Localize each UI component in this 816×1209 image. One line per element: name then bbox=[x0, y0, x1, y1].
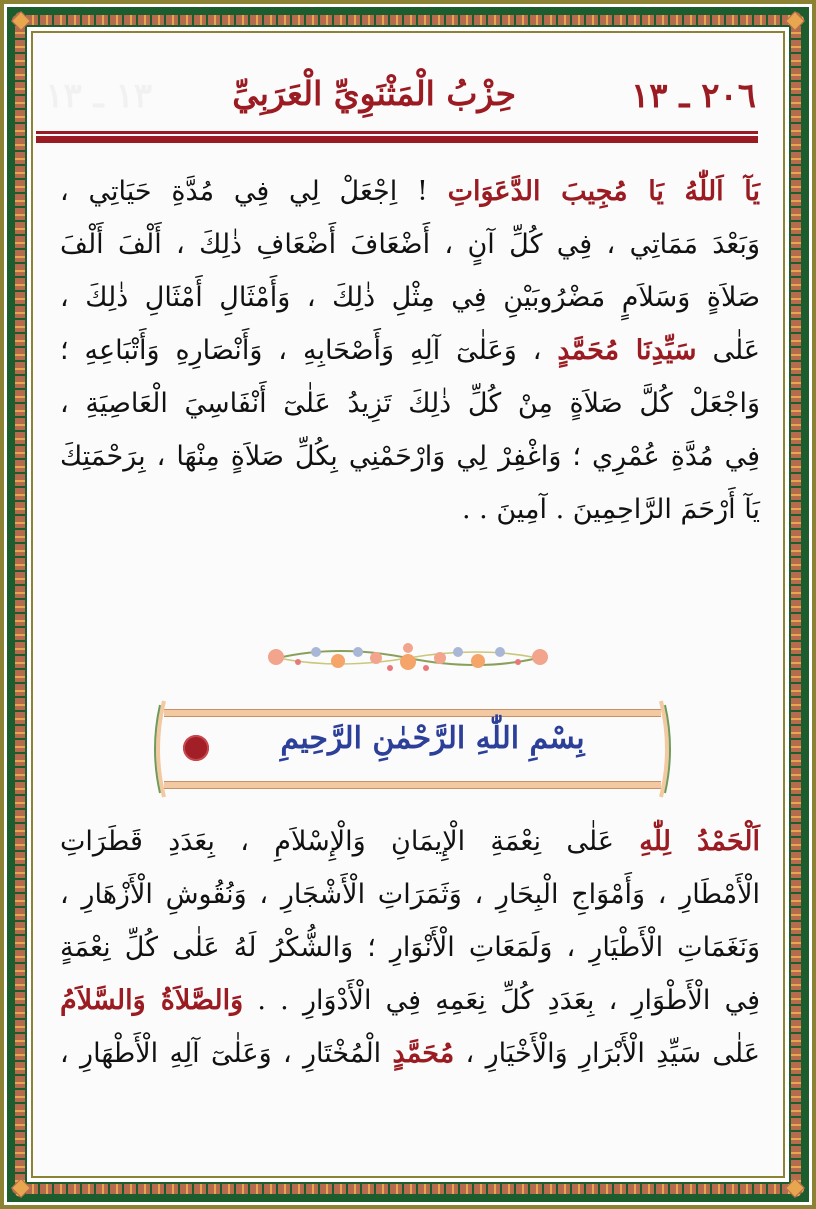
text-line bbox=[60, 430, 760, 483]
header-rule-thick bbox=[36, 136, 758, 143]
line-text: صَلاَةٍ وَسَلاَمٍ مَضْرُوبَيْنِ فِي مِثْلِ ذٰلِكَ ، وَأَمْثَالِ أَمْثَالِ ذٰلِكَ ، bbox=[60, 282, 760, 313]
frame-chain-left bbox=[15, 12, 25, 1197]
text-line bbox=[60, 271, 760, 324]
line-text: عَلٰى سَيِّدِ الْأَبْرَارِ وَالْأَخْيَارِ ، bbox=[454, 1038, 760, 1069]
highlighted-phrase: سَيِّدِنَا مُحَمَّدٍ bbox=[557, 335, 697, 366]
frame-chain-bottom bbox=[12, 1184, 804, 1194]
page-header bbox=[36, 74, 758, 124]
floral-divider-icon bbox=[258, 640, 558, 674]
paragraph-praise bbox=[60, 815, 760, 1080]
paragraph-supplication bbox=[60, 165, 760, 536]
text-line bbox=[60, 974, 760, 1027]
page-number: ٢٠٦ ـ ١٣ bbox=[631, 76, 756, 116]
bismillah-cartouche bbox=[150, 697, 675, 801]
line-text: عَلٰى bbox=[696, 335, 760, 366]
text-line bbox=[60, 377, 760, 430]
highlighted-phrase: اَلْحَمْدُ لِلّٰهِ bbox=[639, 826, 761, 857]
text-line bbox=[60, 1027, 760, 1080]
text-line bbox=[60, 165, 760, 218]
text-line bbox=[60, 218, 760, 271]
bismillah-calligraphy: بِسْمِ اللّٰهِ الرَّحْمٰنِ الرَّحِيمِ bbox=[280, 721, 585, 756]
ghost-page-number: ١٣ ـ ١٣ bbox=[45, 76, 152, 116]
cartouche-right-vine-icon bbox=[657, 697, 675, 801]
cartouche-left-vine-icon bbox=[150, 697, 168, 801]
line-text: وَبَعْدَ مَمَاتِي ، فِي كُلِّ آنٍ ، أَضْعَافَ أَضْعَافِ ذٰلِكَ ، أَلْفَ أَلْفَ bbox=[60, 229, 760, 260]
frame-chain-right bbox=[791, 12, 801, 1197]
line-text: فِي الْأَطْوَارِ ، بِعَدَدِ كُلِّ نِعَمِهِ فِي الْأَدْوَارِ . . bbox=[243, 985, 760, 1016]
page-title: حِزْبُ الْمَثْنَوِيِّ الْعَرَبِيِّ bbox=[232, 74, 516, 113]
rosette-icon bbox=[183, 735, 209, 761]
cartouche-rail-top bbox=[164, 709, 661, 717]
text-line bbox=[60, 324, 760, 377]
text-line bbox=[60, 868, 760, 921]
line-text: وَنَغَمَاتِ الْأَطْيَارِ ، وَلَمَعَاتِ الْأَنْوَارِ ؛ وَالشُّكْرُ لَهُ عَلٰى كُلِّ نِعْمَةٍ bbox=[60, 932, 760, 963]
text-line bbox=[60, 921, 760, 974]
line-text: الْأَمْطَارِ ، وَأَمْوَاجِ الْبِحَارِ ، وَثَمَرَاتِ الْأَشْجَارِ ، وَنُقُوشِ الْأَزْهَارِ ، bbox=[60, 879, 760, 910]
frame-chain-top bbox=[12, 15, 804, 25]
cartouche-rail-bottom bbox=[164, 781, 661, 789]
highlighted-phrase: مُحَمَّدٍ bbox=[392, 1038, 455, 1069]
highlighted-phrase: وَالصَّلاَةُ وَالسَّلاَمُ bbox=[60, 985, 244, 1016]
text-line bbox=[60, 483, 760, 536]
line-text: يَآ أَرْحَمَ الرَّاحِمِينَ . آمِينَ . . bbox=[462, 494, 760, 525]
text-line bbox=[60, 815, 760, 868]
line-text: عَلٰى نِعْمَةِ الْإِيمَانِ وَالْإِسْلاَمِ ، بِعَدَدِ قَطَرَاتِ bbox=[60, 826, 640, 857]
line-text: الْمُخْتَارِ ، وَعَلٰىٓ آلِهِ الْأَطْهَارِ ، bbox=[60, 1038, 393, 1069]
line-text: ! اِجْعَلْ لِي فِي مُدَّةِ حَيَاتِي ، bbox=[60, 176, 448, 207]
line-text: فِي مُدَّةِ عُمْرِي ؛ وَاغْفِرْ لِي وَارْحَمْنِي بِكُلِّ صَلاَةٍ مِنْهَا ، بِرَحْمَتِكَ bbox=[60, 441, 760, 472]
line-text: وَاجْعَلْ كُلَّ صَلاَةٍ مِنْ كُلِّ ذٰلِكَ تَزِيدُ عَلٰىٓ أَنْفَاسِيَ الْعَاصِيَةِ ، bbox=[60, 388, 760, 419]
header-rule-thin bbox=[36, 131, 758, 134]
line-text: ، وَعَلٰىٓ آلِهِ وَأَصْحَابِهِ ، وَأَنْصَارِهِ وَأَتْبَاعِهِ ؛ bbox=[60, 335, 558, 366]
highlighted-phrase: يَآ اَللّٰهُ يَا مُجِيبَ الدَّعَوَاتِ bbox=[447, 176, 760, 207]
